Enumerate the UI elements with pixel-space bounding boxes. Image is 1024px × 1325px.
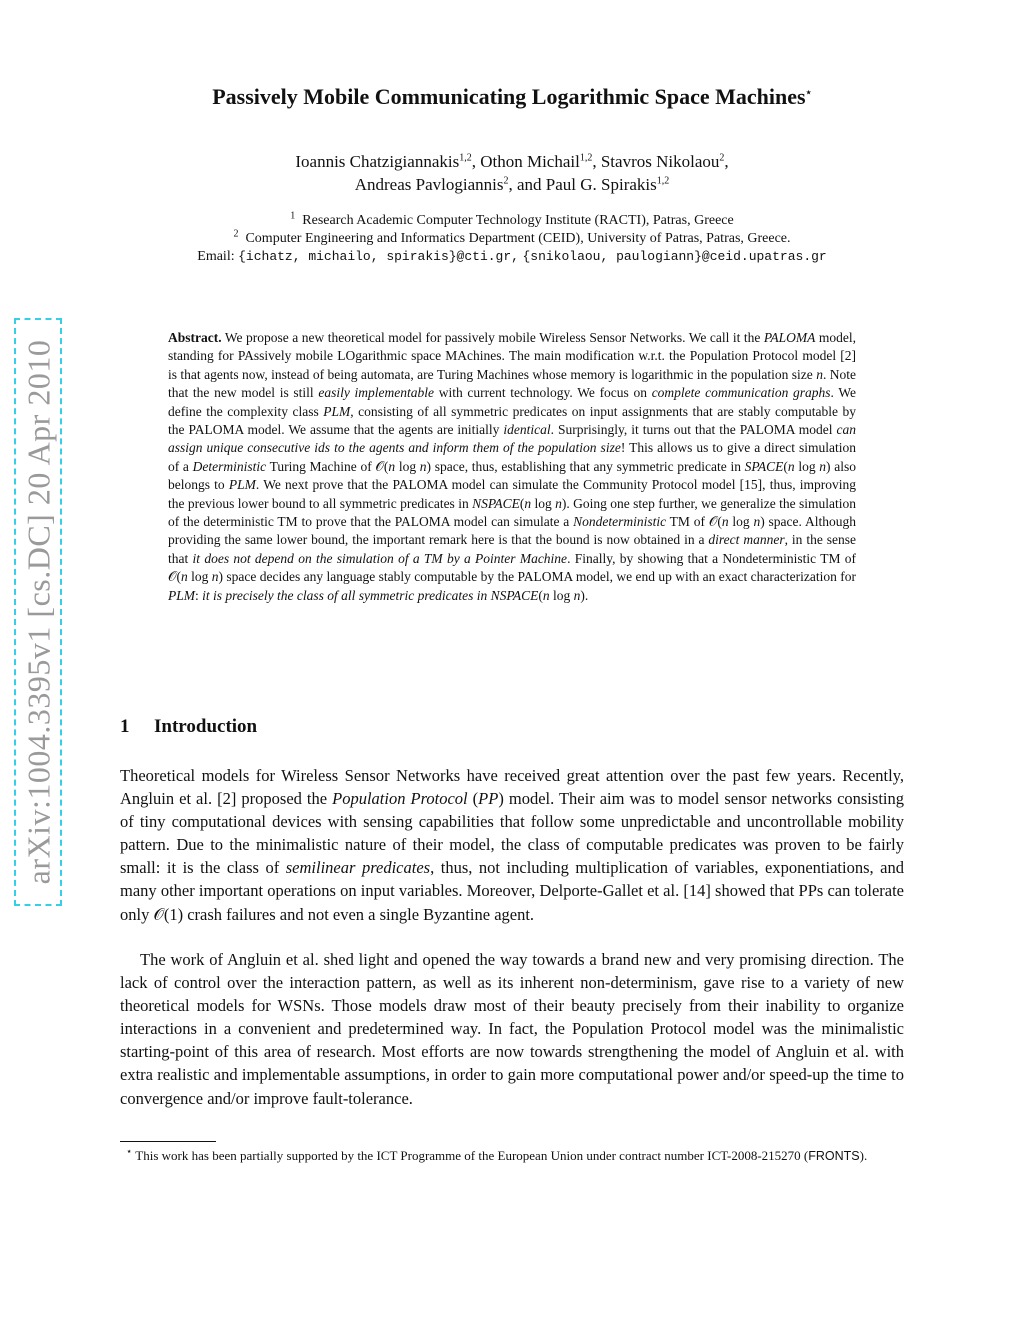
intro-paragraph-2: The work of Angluin et al. shed light and opened the way towards a brand new and very promising direction. The lack of control over the interaction pattern, as well as its inherent non-determinism, gave rise to a variety of new theoretical models for WSNs. Those models draw most of their beauty precisely from their inability to organize interactions in a convenient and predetermined way. In fact, the Population Protocol model was the minimalistic starting-point of this area of research. Most efforts are now towards strengthening the model of Angluin et al. with extra realistic and implementable assumptions, in order to gain more computational power and/or speed-up the time to convergence and/or improve fault-tolerance.	[120, 950, 904, 1108]
arxiv-stamp	[14, 318, 64, 908]
footnote: ⋆ This work has been partially supported by the ICT Programme of the European Union under contract number ICT-2008-215270 (FRONTS).	[126, 1146, 868, 1163]
author-name: Ioannis Chatzigiannakis	[295, 152, 460, 171]
affiliation-2: $^2$ Computer Engineering and Informatics Department (CEID), University of Patras, Patras, Greece.	[233, 228, 791, 246]
author-name: Stavros Nikolaou	[600, 152, 720, 171]
section-heading	[120, 716, 257, 738]
affiliations	[120, 212, 904, 266]
author-list: Ioannis Chatzigiannakis$^{1,2}$, Othon Michail$^{1,2}$, Stavros Nikolaou$^2$, Andreas Pavlogiannis$^2$, and Paul G. Spirakis$^{1,2}$	[295, 152, 729, 194]
intro-paragraph-1: Theoretical models for Wireless Sensor Networks have received great attention over the past few years. Recently, Angluin et al. [2] proposed the Population Protocol (PP) model. Their aim was to model sensor networks consisting of tiny computational devices with sensing capabilities that follow some unpredictable and uncontrollable mobility pattern. Due to the minimalistic nature of their model, the class of computable predicates was proven to be fairly small: it is the class of semilinear predicates, thus, not including multiplication of variables, exponentiations, and many other important operations on input variables. Moreover, Delporte-Gallet et al. [14] showed that PPs can tolerate only 𝒪(1) crash failures and not even a single Byzantine agent.	[120, 766, 905, 924]
project-name: FRONTS	[808, 1149, 860, 1163]
footnote-mark: ⋆	[126, 1146, 133, 1158]
author-name: Andreas Pavlogiannis	[354, 175, 504, 194]
abstract: Abstract. We propose a new theoretical model for passively mobile Wireless Sensor Networks. We call it the PALOMA model, standing for PAssively mobile LOgarithmic space MAchines. The main modification w.r.t. the Population Protocol model [2] is that agents now, instead of being automata, are Turing Machines whose memory is logarithmic in the population size n. Note that the new model is still easily implementable with current technology. We focus on complete communication graphs. We define the complexity class PLM, consisting of all symmetric predicates on input assignments that are stably computable by the PALOMA model. We assume that the agents are initially identical. Surprisingly, it turns out that the PALOMA model can assign unique consecutive ids to the agents and inform them of the population size! This allows us to give a direct simulation of a Deterministic Turing Machine of 𝒪(n log n) space, thus, establishing that any symmetric predicate in SPACE(n log n) also belongs to PLM. We next prove that the PALOMA model can simulate the Community Protocol model [15], thus, improving the previous lower bound to all symmetric predicates in NSPACE(n log n). Going one step further, we generalize the simulation of the deterministic TM to prove that the PALOMA model can simulate a Nondeterministic TM of 𝒪(n log n) space. Although providing the same lower bound, the important remark here is that the bound is now obtained in a direct manner, in the sense that it does not depend on the simulation of a TM by a Pointer Machine. Finally, by showing that a Nondeterministic TM of 𝒪(n log n) space decides any language stably computable by the PALOMA model, we end up with an exact characterization for PLM: it is precisely the class of all symmetric predicates in NSPACE(n log n).	[168, 330, 857, 603]
email-address: {snikolaou, paulogiann}@ceid.upatras.gr	[522, 249, 827, 264]
paper-title: Passively Mobile Communicating Logarithmic Space Machines⋆	[212, 84, 812, 109]
author-name: Othon Michail	[480, 152, 580, 171]
abstract-label: Abstract.	[168, 330, 222, 345]
footnote-rule	[120, 1141, 216, 1142]
affiliation-1: $^1$ Research Academic Computer Technology Institute (RACTI), Patras, Greece	[290, 210, 734, 228]
author-name: Paul G. Spirakis	[545, 175, 657, 194]
section-title: Introduction	[154, 716, 258, 737]
arxiv-stamp-text: arXiv:1004.3395v1 [cs.DC] 20 Apr 2010	[20, 339, 57, 885]
title-footnote-mark: ⋆	[805, 87, 812, 99]
email-line: Email: {ichatz, michailo, spirakis}@cti.gr, {snikolaou, paulogiann}@ceid.upatras.gr	[197, 249, 827, 264]
email-address: {ichatz, michailo, spirakis}@cti.gr,	[238, 249, 519, 264]
section-number: 1	[120, 716, 130, 737]
